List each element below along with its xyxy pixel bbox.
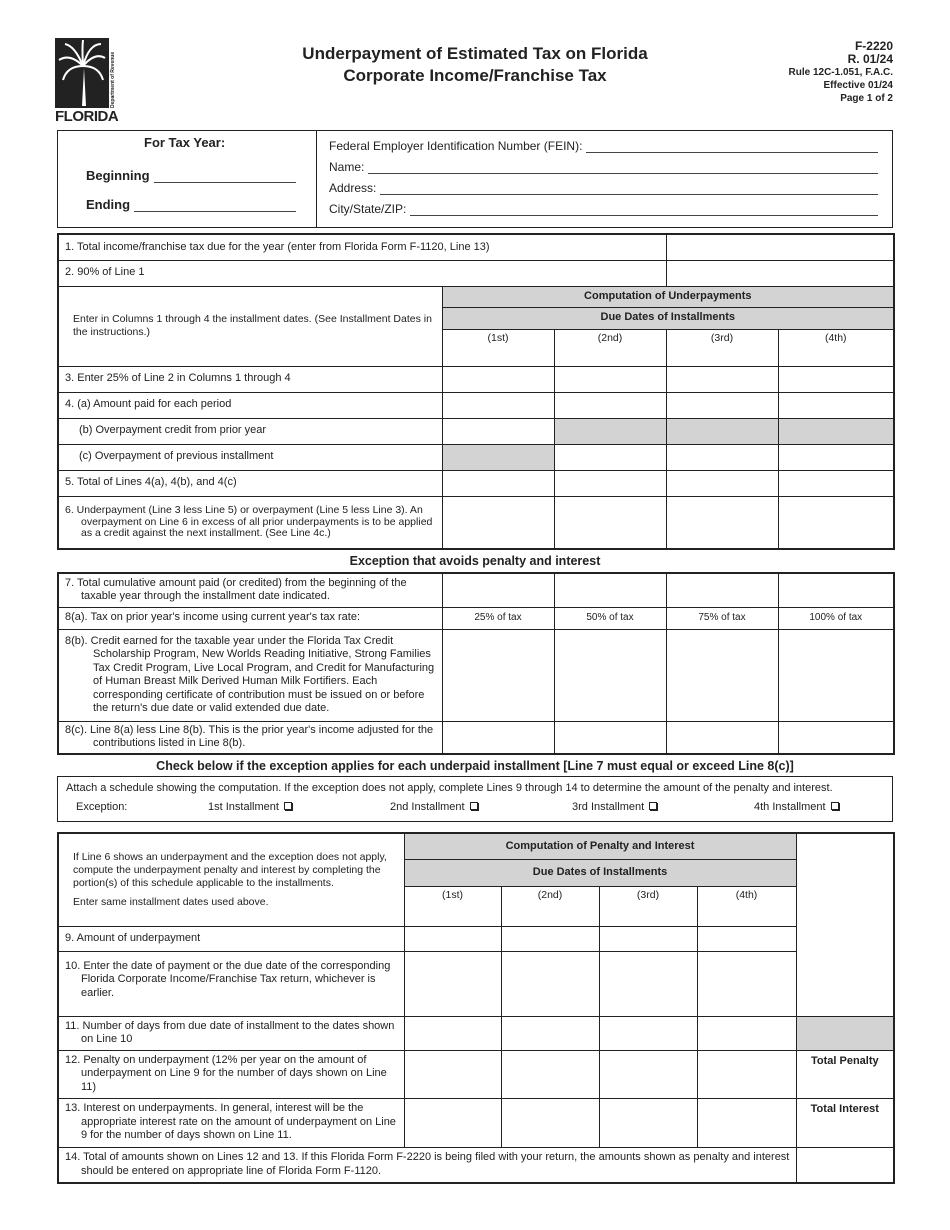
form-text: Corporate Income/Franchise Tax — [343, 66, 607, 85]
logo-text: FLORIDA — [55, 108, 119, 125]
amount-input-cell[interactable] — [778, 392, 894, 418]
amount-input-cell[interactable] — [501, 926, 599, 951]
form-label-cell: (1st) — [442, 329, 554, 366]
line2-field[interactable] — [666, 260, 894, 286]
form-label-cell: (4th) — [697, 886, 796, 926]
form-label-cell: (2nd) — [554, 329, 666, 366]
amount-input-cell[interactable] — [778, 496, 894, 549]
form-label-cell: 50% of tax — [554, 607, 666, 629]
amount-input-cell[interactable] — [554, 721, 666, 754]
form-cell — [796, 1016, 894, 1050]
amount-input-cell[interactable] — [442, 392, 554, 418]
amount-input-cell[interactable] — [666, 392, 778, 418]
amount-input-cell[interactable] — [666, 444, 778, 470]
checkbox-2nd[interactable] — [390, 801, 572, 813]
amount-input-cell[interactable] — [554, 629, 666, 721]
form-text: Address: — [329, 181, 377, 195]
amount-input-cell[interactable] — [404, 926, 501, 951]
amount-input-cell[interactable] — [442, 629, 554, 721]
form-label-cell: (2nd) — [501, 886, 599, 926]
form-label-cell: Computation of Underpayments — [442, 286, 894, 307]
form-id-block — [789, 40, 893, 105]
amount-input-cell[interactable] — [778, 444, 894, 470]
form-text: Federal Employer Identification Number (FEIN): — [329, 139, 583, 153]
form-text: Ending — [86, 197, 131, 212]
form-cell — [778, 418, 894, 444]
check-heading: Check below if the exception applies for each underpaid installment [Line 7 must equal or exceed Line 8(c)] — [156, 759, 794, 773]
form-label-cell: 8(a). Tax on prior year's income using current year's tax rate: — [58, 607, 442, 629]
checkbox-3rd[interactable] — [572, 801, 754, 813]
form-text: City/State/ZIP: — [329, 202, 407, 216]
form-title — [250, 43, 700, 87]
amount-input-cell[interactable] — [599, 1016, 697, 1050]
form-text: 1st Installment — [208, 801, 279, 813]
city-state-zip-field[interactable] — [410, 204, 878, 216]
amount-input-cell[interactable] — [501, 1016, 599, 1050]
form-label-cell: 13. Interest on underpayments. In general, interest will be the appropriate interest rate on the amount of underpayment on Line 9 for the number of days shown on Line 11. — [58, 1098, 404, 1147]
amount-input-cell[interactable] — [554, 496, 666, 549]
amount-input-cell[interactable] — [554, 470, 666, 496]
form-text: Effective 01/24 — [823, 80, 893, 91]
form-label-cell: 100% of tax — [778, 607, 894, 629]
amount-input-cell[interactable] — [554, 392, 666, 418]
penalty-table — [57, 832, 895, 1184]
amount-input-cell[interactable] — [501, 1050, 599, 1098]
amount-input-cell[interactable] — [404, 1098, 501, 1147]
amount-input-cell[interactable] — [599, 951, 697, 1016]
amount-input-cell[interactable] — [442, 418, 554, 444]
line14-field[interactable] — [796, 1147, 894, 1183]
amount-input-cell[interactable] — [666, 629, 778, 721]
form-text: Page 1 of 2 — [840, 93, 893, 104]
amount-input-cell[interactable] — [778, 366, 894, 392]
amount-input-cell[interactable] — [554, 366, 666, 392]
form-cell — [554, 418, 666, 444]
form-text: Name: — [329, 160, 365, 174]
form-text: Underpayment of Estimated Tax on Florida — [302, 44, 648, 63]
checkbox-1st[interactable] — [208, 801, 390, 813]
form-label-cell: Computation of Penalty and Interest — [404, 833, 796, 859]
form-text: Beginning — [86, 168, 150, 183]
amount-input-cell[interactable] — [501, 1098, 599, 1147]
form-label-cell: (3rd) — [666, 329, 778, 366]
form-label-cell: 8(c). Line 8(a) less Line 8(b). This is the prior year's income adjusted for the contributions listed in Line 8(b). — [58, 721, 442, 754]
amount-input-cell[interactable] — [442, 721, 554, 754]
form-text: 2nd Installment — [390, 801, 465, 813]
form-text: Exception: — [76, 801, 128, 813]
address-field[interactable] — [380, 183, 878, 195]
form-text: 4th Installment — [754, 801, 826, 813]
form-label-cell: Enter in Columns 1 through 4 the installment dates. (See Installment Dates in the instructions.) — [58, 286, 442, 366]
exception-heading: Exception that avoids penalty and interest — [349, 554, 601, 568]
amount-input-cell[interactable] — [554, 573, 666, 607]
ending-field[interactable] — [134, 200, 296, 212]
form-label-cell: 7. Total cumulative amount paid (or credited) from the beginning of the taxable year through the installment date indicated. — [58, 573, 442, 607]
form-text: Rule 12C-1.051, F.A.C. — [788, 67, 893, 78]
form-label-cell: 14. Total of amounts shown on Lines 12 and 13. If this Florida Form F-2220 is being filed with your return, the amounts shown as penalty and interest should be entered on appropriate line of Florida Form F-1120. — [58, 1147, 796, 1183]
form-cell — [442, 444, 554, 470]
form-text: Department of Revenue — [110, 51, 116, 108]
form-cell — [796, 951, 894, 1016]
fein-field[interactable] — [586, 141, 878, 153]
amount-input-cell[interactable] — [404, 951, 501, 1016]
form-text: 3rd Installment — [572, 801, 645, 813]
amount-input-cell[interactable] — [442, 366, 554, 392]
amount-input-cell[interactable] — [666, 573, 778, 607]
amount-input-cell[interactable] — [697, 926, 796, 951]
amount-input-cell[interactable] — [404, 1016, 501, 1050]
form-label-cell: (4th) — [778, 329, 894, 366]
form-text: Enter same installment dates used above. — [73, 895, 269, 908]
amount-input-cell[interactable] — [599, 926, 697, 951]
amount-input-cell[interactable] — [666, 496, 778, 549]
exception-checkboxes — [57, 776, 893, 822]
amount-input-cell[interactable] — [666, 470, 778, 496]
form-text: F-2220 — [854, 39, 893, 53]
amount-input-cell[interactable] — [666, 721, 778, 754]
form-cell — [666, 418, 778, 444]
form-label-cell: (b) Overpayment credit from prior year — [58, 418, 442, 444]
taxpayer-info — [57, 130, 893, 228]
form-label-cell: 1. Total income/franchise tax due for the year (enter from Florida Form F-1120, Line 13) — [58, 234, 666, 260]
total-interest-field[interactable]: Total Interest — [796, 1098, 894, 1147]
amount-input-cell[interactable] — [442, 573, 554, 607]
beginning-field[interactable] — [154, 171, 296, 183]
amount-input-cell[interactable] — [778, 470, 894, 496]
line1-field[interactable] — [666, 234, 894, 260]
amount-input-cell[interactable] — [697, 1016, 796, 1050]
amount-input-cell[interactable] — [554, 444, 666, 470]
form-label-cell: 6. Underpayment (Line 3 less Line 5) or overpayment (Line 5 less Line 3). An overpayment on Line 6 in excess of all prior underpayments is to be applied as a credit against the next installment. (See Line 4c.) — [58, 496, 442, 549]
form-label-cell: Due Dates of Installments — [442, 307, 894, 329]
form-label-cell: (1st) — [404, 886, 501, 926]
exception-table — [57, 572, 895, 755]
amount-input-cell[interactable] — [599, 1050, 697, 1098]
palm-tree-icon — [55, 38, 109, 108]
form-label-cell: 75% of tax — [666, 607, 778, 629]
form-label-cell: 10. Enter the date of payment or the due date of the corresponding Florida Corporate Income/Franchise Tax return, whichever is earlier. — [58, 951, 404, 1016]
amount-input-cell[interactable] — [501, 951, 599, 1016]
form-text: If Line 6 shows an underpayment and the exception does not apply, compute the underpayment penalty and interest by completing the portion(s) of this schedule applicable to the installments. — [73, 850, 387, 889]
amount-input-cell[interactable] — [442, 496, 554, 549]
form-label-cell: 2. 90% of Line 1 — [58, 260, 666, 286]
name-field[interactable] — [368, 162, 878, 174]
form-text: R. 01/24 — [847, 52, 893, 66]
amount-input-cell[interactable] — [697, 1098, 796, 1147]
amount-input-cell[interactable] — [599, 1098, 697, 1147]
form-label-cell: 8(b). Credit earned for the taxable year under the Florida Tax Credit Scholarship Program, New Worlds Reading Initiative, Strong Families Tax Credit Program, Live Local Program, and Credit for Manufacturing of Human Breast Milk Derived Human Milk Fortifiers. Each corresponding certificate of contribution must be issued on or before the return's due date or valid extended due date. — [58, 629, 442, 721]
form-label-cell: 11. Number of days from due date of installment to the dates shown on Line 10 — [58, 1016, 404, 1050]
form-label-cell: 12. Penalty on underpayment (12% per year on the amount of underpayment on Line 9 for the number of days shown on Line 11) — [58, 1050, 404, 1098]
amount-input-cell[interactable] — [697, 951, 796, 1016]
checkbox-4th[interactable] — [754, 801, 839, 813]
form-cell — [796, 926, 894, 951]
form-cell — [58, 833, 404, 926]
form-label-cell: 25% of tax — [442, 607, 554, 629]
florida-dor-logo — [55, 38, 119, 126]
form-label-cell: 9. Amount of underpayment — [58, 926, 404, 951]
form-label-cell: (3rd) — [599, 886, 697, 926]
amount-input-cell[interactable] — [442, 470, 554, 496]
form-label-cell: (c) Overpayment of previous installment — [58, 444, 442, 470]
total-penalty-field[interactable]: Total Penalty — [796, 1050, 894, 1098]
form-text: Attach a schedule showing the computation. If the exception does not apply, complete Lines 9 through 14 to determine the amount of the penalty and interest. — [66, 782, 833, 794]
form-label-cell: 3. Enter 25% of Line 2 in Columns 1 through 4 — [58, 366, 442, 392]
amount-input-cell[interactable] — [666, 366, 778, 392]
amount-input-cell[interactable] — [778, 721, 894, 754]
form-text: For Tax Year: — [144, 135, 226, 150]
form-label-cell: Due Dates of Installments — [404, 859, 796, 886]
amount-input-cell[interactable] — [778, 573, 894, 607]
underpayment-table — [57, 233, 895, 550]
form-cell — [796, 833, 894, 926]
form-label-cell: 5. Total of Lines 4(a), 4(b), and 4(c) — [58, 470, 442, 496]
form-label-cell: 4. (a) Amount paid for each period — [58, 392, 442, 418]
amount-input-cell[interactable] — [697, 1050, 796, 1098]
amount-input-cell[interactable] — [404, 1050, 501, 1098]
amount-input-cell[interactable] — [778, 629, 894, 721]
